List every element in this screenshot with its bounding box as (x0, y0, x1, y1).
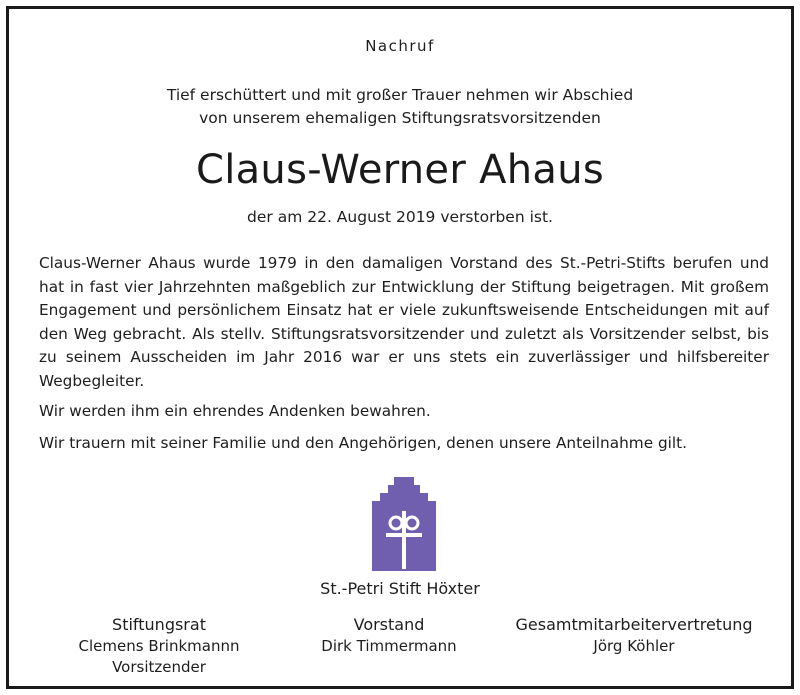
signature-block-stiftungsrat (49, 614, 269, 678)
obituary-body: Claus-Werner Ahaus wurde 1979 in den damaligen Vorstand des St.-Petri-Stifts berufen und hat in fast vier Jahrzehnten maßgeblich zur Entwicklung der Stiftung beigetragen. Mit großem Engagement und persönlichem Einsatz hat er viele zukunftsweisende Entscheidungen mit auf den Weg gebracht. Als stellv. Stiftungsratsvorsitzender und zuletzt als Vorsitzender selbst, bis zu seinem Ausscheiden im Jahr 2016 war er uns stets ein zuverlässiger und hilfsbereiter Wegbegleiter. (39, 254, 769, 390)
signature-name: Dirk Timmermann (321, 637, 457, 655)
signature-name: Jörg Köhler (593, 637, 675, 655)
signature-role: Vorsitzender (112, 658, 206, 676)
notice-header: Nachruf (365, 37, 435, 55)
st-petri-stift-logo-icon (372, 467, 436, 571)
signature-group: Gesamtmitarbeitervertretung (515, 615, 753, 634)
condolence-line: Wir trauern mit seiner Familie und den Angehörigen, denen unsere Anteilnahme gilt. (39, 434, 688, 452)
signature-block-mitarbeitervertretung (499, 614, 769, 657)
deceased-name: Claus-Werner Ahaus (195, 147, 605, 193)
signature-name: Clemens Brinkmannn (78, 637, 240, 655)
signature-block-vorstand (279, 614, 499, 657)
intro-text (9, 84, 791, 130)
organization-name: St.-Petri Stift Höxter (320, 579, 480, 598)
signature-group: Stiftungsrat (112, 615, 206, 634)
date-of-death-line: der am 22. August 2019 verstorben ist. (247, 208, 553, 226)
obituary-frame (6, 6, 794, 689)
signature-group: Vorstand (353, 615, 425, 634)
intro-line-1: Tief erschüttert und mit großer Trauer nehmen wir Abschied (166, 86, 634, 104)
intro-line-2: von unserem ehemaligen Stiftungsratsvorsitzenden (199, 109, 601, 127)
remembrance-line: Wir werden ihm ein ehrendes Andenken bewahren. (39, 402, 431, 420)
